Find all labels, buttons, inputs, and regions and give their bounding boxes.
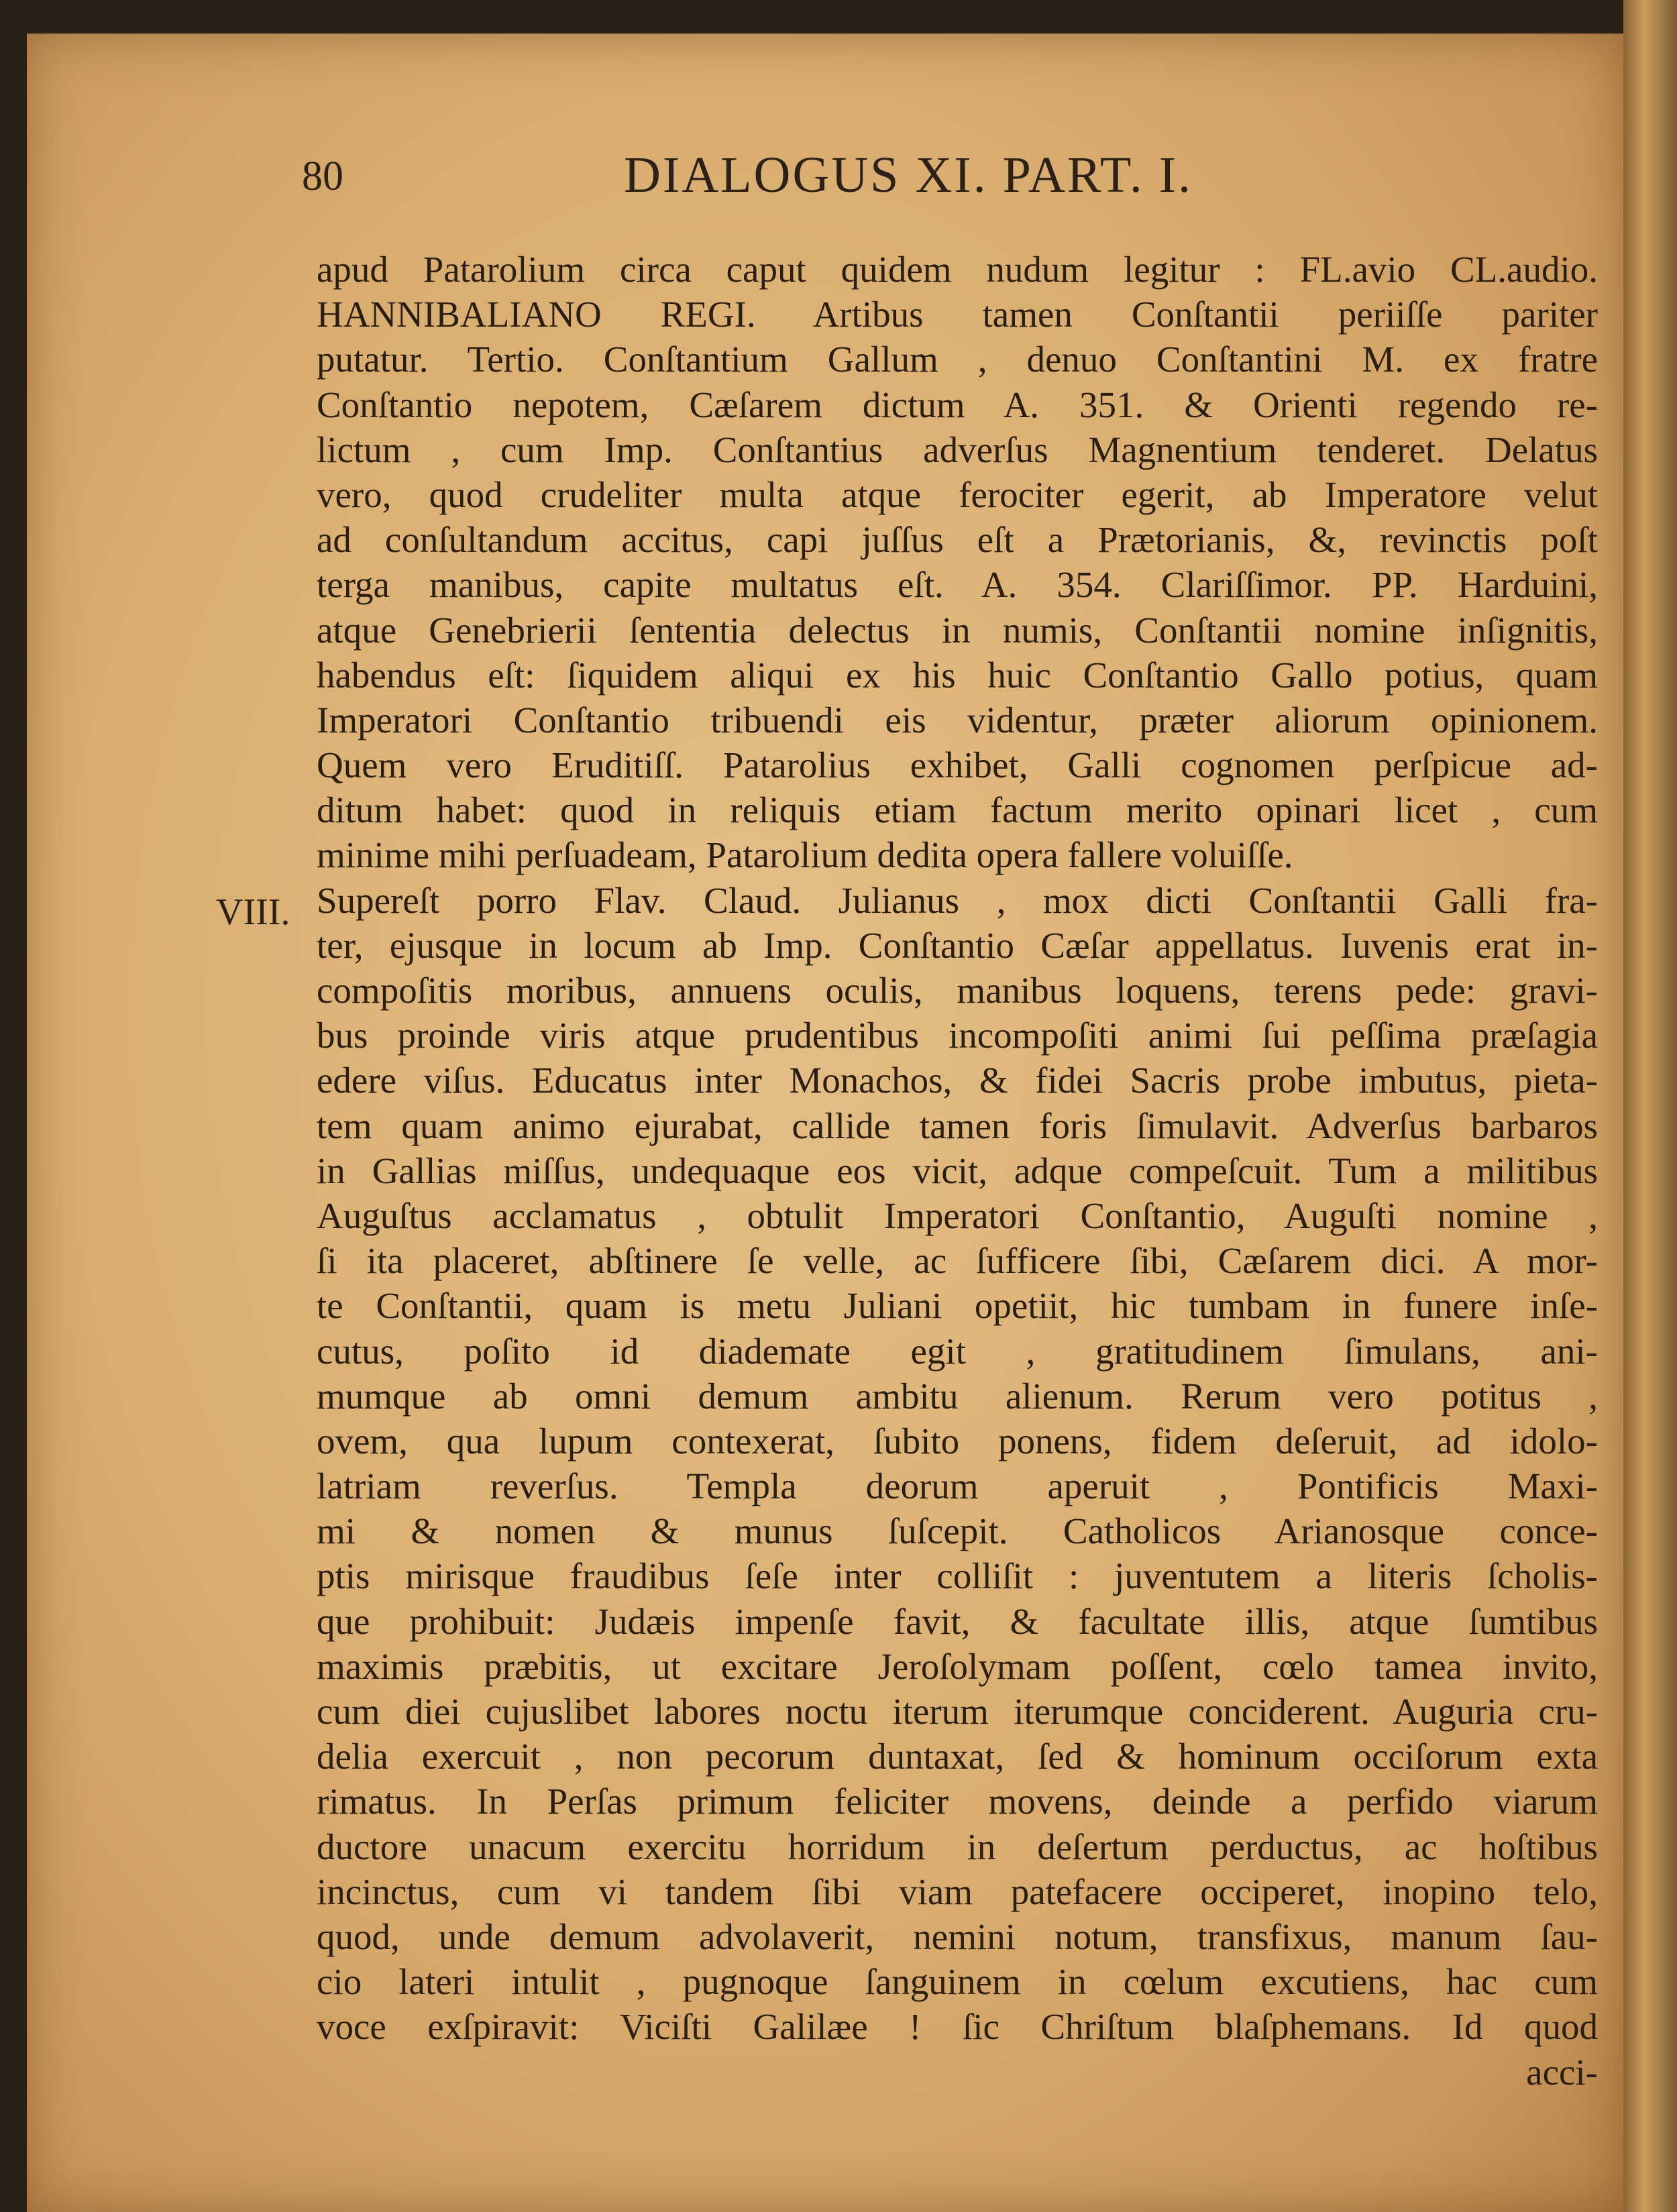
text-line: ſi ita placeret, abſtinere ſe velle, ac ſufficere ſibi, Cæſarem dici. A mor- [317, 1240, 1598, 1282]
page-edge [1623, 0, 1677, 2212]
text-line: ad conſultandum accitus, capi juſſus eſt a Prætorianis, &, revinctis poſt [317, 519, 1598, 561]
text-line: in Gallias miſſus, undequaque eos vicit, adque compeſcuit. Tum a militibus [317, 1150, 1598, 1191]
text-line: te Conſtantii, quam is metu Juliani opetiit, hic tumbam in funere inſe- [317, 1285, 1598, 1327]
running-head: DIALOGUS XI. PART. I. [624, 147, 1193, 203]
book-page [27, 34, 1623, 2212]
text-line: minime mihi perſuadeam, Patarolium dedita opera fallere voluiſſe. [317, 834, 1293, 876]
text-line: delia exercuit , non pecorum duntaxat, ſed & hominum occiſorum exta [317, 1736, 1598, 1777]
text-line: terga manibus, capite multatus eſt. A. 354. Clariſſimor. PP. Harduini, [317, 564, 1598, 606]
text-line: Auguſtus acclamatus , obtulit Imperatori Conſtantio, Auguſti nomine , [317, 1195, 1598, 1236]
text-line: ductore unacum exercitu horridum in deſertum perductus, ac hoſtibus [317, 1826, 1598, 1867]
text-line: cutus, poſito id diademate egit , gratitudinem ſimulans, ani- [317, 1330, 1598, 1372]
text-line: bus proinde viris atque prudentibus incompoſiti animi ſui peſſima præſagia [317, 1015, 1598, 1056]
text-line: quod, unde demum advolaverit, nemini notum, transfixus, manum ſau- [317, 1916, 1598, 1957]
text-line: cio lateri intulit , pugnoque ſanguinem in cœlum excutiens, hac cum [317, 1961, 1598, 2003]
text-line: ptis mirisque fraudibus ſeſe inter colliſit : juventutem a literis ſcholis- [317, 1555, 1598, 1597]
text-line: latriam reverſus. Templa deorum aperuit , Pontificis Maxi- [317, 1466, 1598, 1507]
text-line: atque Genebrierii ſententia delectus in numis, Conſtantii nomine inſignitis, [317, 609, 1598, 651]
text-line: rimatus. In Perſas primum feliciter movens, deinde a perfido viarum [317, 1781, 1598, 1822]
text-line: edere viſus. Educatus inter Monachos, & fidei Sacris probe imbutus, pieta- [317, 1060, 1598, 1101]
text-line: mumque ab omni demum ambitu alienum. Rerum vero potitus , [317, 1375, 1598, 1417]
scan-top-margin [0, 0, 1677, 34]
text-line: cum diei cujuslibet labores noctu iterum iterumque conciderent. Auguria cru- [317, 1691, 1598, 1732]
body-text [317, 247, 1598, 2095]
text-line: habendus eſt: ſiquidem aliqui ex his huic Conſtantio Gallo potius, quam [317, 654, 1598, 696]
text-line: Conſtantio nepotem, Cæſarem dictum A. 351. & Orienti regendo re- [317, 384, 1598, 425]
section-marker: VIII. [216, 891, 290, 933]
text-line: compoſitis moribus, annuens oculis, manibus loquens, terens pede: gravi- [317, 970, 1598, 1011]
text-line: voce exſpiravit: Viciſti Galilæe ! ſic Chriſtum blaſphemans. Id quod [317, 2006, 1598, 2048]
text-line: Imperatori Conſtantio tribuendi eis videntur, præter aliorum opinionem. [317, 699, 1598, 740]
text-line: ditum habet: quod in reliquis etiam factum merito opinari licet , cum [317, 789, 1598, 831]
page-number: 80 [302, 154, 343, 199]
text-line: ter, ejusque in locum ab Imp. Conſtantio Cæſar appellatus. Iuvenis erat in- [317, 924, 1598, 966]
text-line: Quem vero Eruditiſſ. Patarolius exhibet, Galli cognomen perſpicue ad- [317, 744, 1598, 786]
text-line: Supereſt porro Flav. Claud. Julianus , mox dicti Conſtantii Galli fra- [317, 879, 1598, 921]
text-line: HANNIBALIANO REGI. Artibus tamen Conſtantii periiſſe pariter [317, 294, 1598, 335]
text-line: incinctus, cum vi tandem ſibi viam patefacere occiperet, inopino telo, [317, 1871, 1598, 1912]
text-line: vero, quod crudeliter multa atque ferociter egerit, ab Imperatore velut [317, 474, 1598, 515]
text-line: mi & nomen & munus ſuſcepit. Catholicos Arianosque conce- [317, 1510, 1598, 1552]
text-line: apud Patarolium circa caput quidem nudum legitur : FL.avio CL.audio. [317, 249, 1598, 290]
text-line: que prohibuit: Judæis impenſe favit, & facultate illis, atque ſumtibus [317, 1600, 1598, 1642]
text-line: putatur. Tertio. Conſtantium Gallum , denuo Conſtantini M. ex fratre [317, 339, 1598, 380]
text-line: ovem, qua lupum contexerat, ſubito ponens, fidem deſeruit, ad idolo- [317, 1420, 1598, 1461]
text-line: lictum , cum Imp. Conſtantius adverſus Magnentium tenderet. Delatus [317, 429, 1598, 470]
page-header [27, 146, 1623, 213]
text-line: tem quam animo ejurabat, callide tamen foris ſimulavit. Adverſus barbaros [317, 1105, 1598, 1146]
catchword: acci- [1526, 2051, 1598, 2093]
text-line: maximis præbitis, ut excitare Jeroſolymam poſſent, cœlo tamea invito, [317, 1645, 1598, 1687]
